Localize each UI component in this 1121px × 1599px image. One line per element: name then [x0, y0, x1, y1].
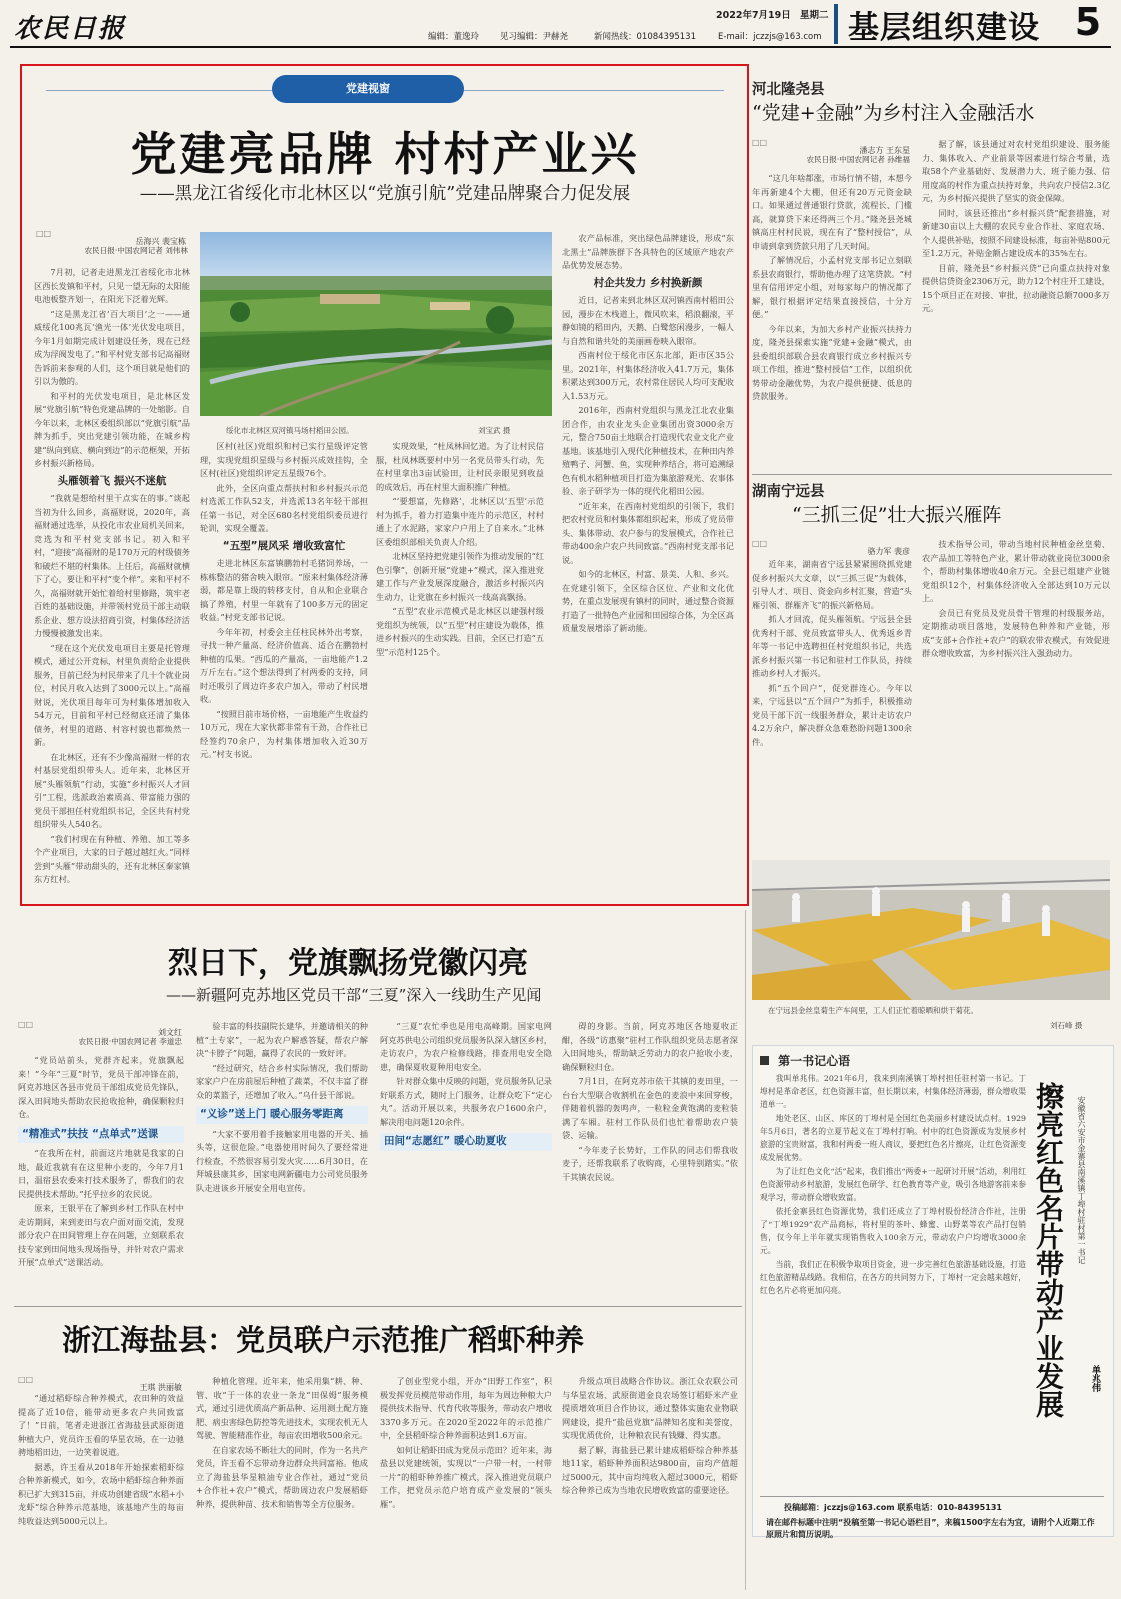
main-byline-a: □□ 岳海兴 裴宝栋 [36, 229, 186, 246]
section-title: 基层组织建设 [848, 10, 1040, 46]
square-icon [760, 1056, 769, 1065]
first-secretary-author: 单兆伟 [1090, 1365, 1100, 1392]
xinjiang-subheadline: ——新疆阿克苏地区党员干部“三夏”深入一线助生产见闻 [166, 986, 542, 1004]
first-secretary-author-line: 安徽省六安市金寨县南溪镇丁埠村驻村第一书记 [1077, 1096, 1086, 1264]
paragraph: 近日，记者来到北林区双河镇西南村稻田公园，漫步在木栈道上，微风吹来，稻浪翻滚，平静如镜的稻田内，天鹅、白鹭悠闲漫步，一幅人与自然和谐共处的美丽画卷映入眼帘。 [562, 295, 734, 346]
paragraph: 抓“五个回户”，促党群连心。今年以来，宁远县以“五个回户”为抓手，积极推动党员干部下沉一线服务群众，累计走访农户4.2万余户，解决群众急难愁盼问题1300余件。 [752, 682, 912, 747]
paragraph: “按照目前市场价格，一亩地能产生收益约10万元，现在大家伙都非常有干劲，合作社已经签约70余户，为村集体增加收入近30万元。”村支书说。 [200, 708, 368, 759]
paragraph: “‘要想富，先修路’，北林区以‘五型’示范村为抓手，着力打造集中连片的示范区，村村通上了水泥路，家家户户用上了自来水。”北林区委组织部相关负责人介绍。 [376, 496, 544, 547]
paragraph: 2016年，西南村党组织与黑龙江北农业集团合作，由农业龙头企业集团出资3000余万元，整合750亩土地联合打造现代农业文化产业基地。该基地引入现代化种植技术，在种田内养殖鸭子、河蟹、鱼，实现种养结合，将可追溯绿色有机水稻种植项目打造为集旅游观光、农事体验、亲子研学为一体的现代化稻田公园。 [562, 405, 734, 496]
factory-photo-caption: 在宁远县金丝皇菊生产车间里，工人们正忙着晾晒和烘干菊花。 [768, 1006, 978, 1015]
paragraph: 和平村的光伏发电项目，是北林区发展“党旗引航”特色党建品牌的一处缩影。自今年以来，北林区委组织部以“党旗引航”品牌为抓手，突出党建引领功能，在城乡构建“纵向到底、横向到边”的示范框架，开拓乡村振兴新格局。 [34, 390, 190, 468]
section-divider [834, 4, 838, 44]
paragraph: 走进北林区东富镇鹏勃村毛猪饲养场，一栋栋整洁的猪舍映入眼帘。“原来村集体经济薄弱，都是靠上级的转移支付，自从和企业联合搞了养殖，村里一年就有了100多万元的固定收益。”村党支部书记说。 [200, 558, 368, 622]
zhejiang-column-3 [380, 1375, 552, 1592]
contact-info: 投稿邮箱：jczzjs@163.com 联系电话：010-84395131 [784, 1503, 1002, 1512]
zhejiang-column-2 [196, 1375, 368, 1592]
paragraph: 了创业型党小组，开办“田野工作室”，积极发挥党员模范带动作用，每年为周边种粮大户提供技术指导、代育代收等服务，带动农户增收3370多万元。在2020至2022年的示范推广中，全县稻虾综合种养面积达到1.6万亩。 [380, 1376, 552, 1440]
main-subhead-3: “五型”展风采 增收致富忙 [222, 539, 346, 552]
masthead-intern-editor: 见习编辑：尹赫尧 [500, 32, 569, 42]
paragraph: “经过研究，结合乡村实际情况，我们帮助家家户户在房前屋后种植了蔬菜，不仅丰富了群众的菜篮子，还增加了收入。”乌什县干部说。 [196, 1062, 368, 1100]
masthead [0, 0, 1121, 52]
paragraph: “这几年啥都涨，市场行情不错，本想今年再新建4个大棚，但还有20万元资金缺口。如果通过普通银行贷款，流程长、门槛高，就算贷下来还得两三个月。”隆尧县尧城镇高庄村村民说，现在有了“整村授信”，从申请到拿到贷款只用了几天时间。 [752, 173, 912, 251]
paragraph: 农产品标准，突出绿色品牌建设，形成“东北黑土”品牌族群下各具特色的区域原产地农产品优势发展态势。 [562, 233, 734, 270]
xinjiang-column-1 [18, 1054, 184, 1300]
masthead-date: 2022年7月19日 [716, 10, 791, 21]
paragraph: “党员站前头，党群齐起来，党旗飘起来！”今年“三夏”时节，党员干部冲锋在前，阿克苏地区各县市党员干部组成党员先锋队，深入田间地头帮助农民抢收抢种，确保颗粒归仓。 [18, 1055, 184, 1119]
main-subhead-1: 头雁领着飞 振兴不迷航 [57, 474, 167, 487]
paragraph: “我就是想给村里干点实在的事。”谈起当初为什么回乡，高福财说，2020年，高福财通过选举，从投化市农业局机关回来，竞选为和平村党支部书记。初入和平村，“迎接”高福财的是170万元的村级债务和破烂不堪的村集体。上任后，高福财就横下了心，要让和平村“变个样”。来和平村不久，高福财就开始忙着给村里修路，筑牢老百姓的基础设施，并带领村党员干部主动联系企业、想方设法招商引资，村集体经济活力慢慢被激发出来。 [34, 493, 190, 638]
zhejiang-column-1 [18, 1392, 184, 1592]
paragraph: 此外，全区向重点帮扶村和乡村振兴示范村选派工作队52支，并选派13名年轻干部担任第一书记，对全区680名村党组织委员进行轮训，实现全覆盖。 [200, 482, 368, 533]
paragraph: “在我所在村，前面这片地就是我家的白地，最近我就有在这里种小麦的，今年7月1日，温宿县农委来打技术服务了，帮我们的农民提供技术帮助。”托乎拉乡的农民说。 [18, 1148, 184, 1199]
zhejiang-byline: □□ 王琪 洪丽敏 [18, 1375, 182, 1392]
paragraph: 技术指导公司，带动当地村民种植金丝皇菊、农产品加工等特色产业，累计带动就业岗位3000余个，帮助村集体增收40余万元。全县已组建产业链党组织12个，村集体经济收入全部达到10万元以上。 [922, 539, 1110, 603]
main-headline: 党建亮品牌 村村产业兴 [130, 127, 640, 181]
paragraph: 近年来，湖南省宁远县紧紧围绕抓党建促乡村振兴大文章，以“三抓三促”为载体，引导人才、项目、资金向乡村汇聚，营造“头雁引领、群雁齐飞”的振兴新格局。 [752, 559, 912, 610]
zhejiang-column-4 [562, 1375, 738, 1592]
first-secretary-text [760, 1072, 1026, 1482]
page-number: 5 [1074, 0, 1102, 44]
hebei-column-2 [922, 138, 1110, 470]
paragraph: 了解情况后，小孟村党支部书记立刻联系县农商银行，帮助他办理了这笔贷款。“村里有信用评定小组，对每家每户的情况都了解，银行根据评定结果直接授信，十分方便。” [752, 255, 912, 319]
right-column-divider [745, 910, 746, 1590]
paragraph: 地处老区、山区、库区的丁埠村是全国红色美丽乡村建设试点村。1929年5月6日，著名的立夏节起义在丁埠村打响。村中的红色资源成为发展乡村旅游的宝贵财富，我和村两委一班人商议，要把红色名片擦亮，让红色资源变成发展优势。 [760, 1114, 1026, 1162]
hunan-byline: □□ 骆力军 裴彦 [752, 539, 910, 556]
paragraph: 同时，该县还推出“乡村振兴贷”配套措施，对新建30亩以上大棚的农民专业合作社、家庭农场、个人提供补贴，按照不同建设标准，每亩补贴800元至1.2万元，补贴金额占建设成本的35%左右。 [922, 207, 1110, 258]
tag-rule-left [46, 90, 272, 91]
hebei-byline-b: 农民日报·中国农网记者 孙维福 [806, 155, 910, 164]
paragraph: “现在这个光伏发电项目主要是托管理模式，通过公开竞标，村里负责给企业提供服务，目前已经为村民带来了几十个就业岗位，村民月收入达到了3000元以上。”高福财说，光伏项目每年可为村集体增加收入54万元，目前和平村已经彻底还清了集体债务，村里的道路、村容村貌也都焕然一新。 [34, 642, 190, 747]
paragraph: 区村(社区)党组织和村已实行星级评定管理，实现党组织星级与乡村振兴成效挂钩，全区村(社区)党组织评定五星级76个。 [200, 441, 368, 478]
contact-note: 请在邮件标题中注明“投稿至第一书记心语栏目”，来稿1500字左右为宜，请附个人近期工作原照片和简历说明。 [766, 1518, 1095, 1539]
paragraph: 碍的身影。当前，阿克苏地区各地夏收正酣，各级“访惠聚”驻村工作队组织党员志愿者深入田间地头，帮助缺乏劳动力的农户抢收小麦，确保颗粒归仓。 [562, 1021, 738, 1072]
xinjiang-subhead-1: “精准式”扶技 “点单式”送课 [18, 1126, 184, 1144]
paragraph: 目前，隆尧县“乡村振兴贷”已向重点扶持对象提供信贷资金2306万元，助力12个村庄开工建设，15个项目正在对接、审批，拉动融资总额7000多万元。 [922, 262, 1110, 313]
xinjiang-column-4 [562, 1020, 738, 1300]
rice-field-image [200, 232, 552, 416]
paragraph: 西南村位于绥化市区东北部，距市区35公里。2021年，村集体经济收入41.7万元，集体积累达到300万元，农村常住居民人均可支配收入1.53万元。 [562, 350, 734, 401]
factory-image [752, 860, 1110, 1000]
paragraph: 在北林区，还有不少像高福财一样的农村基层党组织带头人。近年来，北林区开展“头雁领航”行动，实施“乡村振兴人才回引”工程，选派政治素质高、带富能力强的党员干部担任村党组织书记，全区共有村党组织带头人540名。 [34, 751, 190, 829]
paragraph: 抓人才回流，促头雁领航。宁远县全县优秀村干部、党员致富带头人、优秀返乡青年等一书记中选聘担任村党组织书记，共选派乡村振兴第一书记和驻村工作队员，持续推动乡村人才振兴。 [752, 614, 912, 678]
masthead-editor: 编辑：董逸玲 [428, 32, 480, 42]
paragraph: 会员已有党员及党员骨干管理的村级服务站，定期推动项目落地，发展特色种养和产业链，形成“支部+合作社+农户”的联农带农模式，有效促进群众增收致富，为乡村振兴注入强劲动力。 [922, 607, 1110, 658]
hebei-headline: “党建+金融”为乡村注入金融活水 [752, 102, 1035, 124]
paragraph: 实现效果，“杜凤林回忆道。为了让村民信服，杜凤林既要村中另一名党员带头行动，先在村里拿出3亩试验田，让村民亲眼见到收益的成效后，再在村里大面积推广种植。 [376, 441, 544, 492]
paragraph: 验丰富的科技副院长建华，并邀请相关的种植“土专家”，一起为农户解惑答疑，帮农户解决“卡脖子”问题，赢得了农民的一致好评。 [196, 1021, 368, 1058]
masthead-rule [10, 46, 1111, 48]
paragraph: 7月1日，在阿克苏市依干其镇的麦田里，一台台大型联合收割机在金色的麦浪中来回穿梭，伴随着机器的轰鸣声，一粒粒金黄饱满的麦粒装满了车厢。驻村工作队员们也忙着帮助农户装袋、运输。 [562, 1076, 738, 1140]
xinjiang-byline-a: □□ 刘文红 [18, 1020, 182, 1037]
masthead-hotline: 新闻热线：01084395131 [594, 32, 696, 42]
paragraph: “三夏”农忙季也是用电高峰期。国家电网阿克苏供电公司组织党员服务队深入辖区乡村，走访农户，为农户检修线路，排查用电安全隐患，确保夏收夏种用电安全。 [380, 1021, 552, 1072]
hunan-column-2 [922, 538, 1110, 854]
hunan-column-1 [752, 558, 912, 854]
first-secretary-headline: 擦亮红色名片带动产业发展 [1032, 1082, 1065, 1418]
main-column-2 [200, 440, 368, 898]
main-byline-b: 农民日报·中国农网记者 刘伟林 [84, 246, 188, 255]
article-tag: 党建视窗 [272, 75, 464, 103]
xinjiang-subhead-2: “义诊”送上门 暖心服务零距离 [196, 1106, 368, 1124]
main-subheadline: ——黑龙江省绥化市北林区以“党旗引航”党建品牌聚合力促发展 [139, 184, 631, 204]
main-photo-credit: 刘宝武 摄 [478, 426, 511, 435]
hebei-place: 河北隆尧县 [752, 82, 825, 98]
masthead-weekday: 星期二 [800, 10, 829, 21]
paragraph: 今年以来，为加大乡村产业振兴扶持力度，隆尧县探索实施“党建+金融”模式，由县委组织部联合县农商银行成立乡村振兴专项工作组，推进“整村授信”工作，以组织优势带动金融优势，为农户提供便捷、低息的贷款服务。 [752, 323, 912, 401]
main-photo-caption: 绥化市北林区双河镇马场村稻田公园。 [226, 426, 354, 435]
xinjiang-byline-b: 农民日报·中国农网记者 李道忠 [78, 1037, 182, 1046]
paragraph: “通过稻虾综合种养模式，农田种的效益提高了近10倍，能带动更多农户共同致富了！”日前，笔者走进浙江省海盐县武原街道种植大户，党员许玉看的华星农场，在一边驰骋地稻田边，一边笑着说道。 [18, 1393, 184, 1457]
paragraph: 升级点项目战略合作协议。浙江众农联公司与华星农场、武原街道金良农场签订稻虾米产业提质增效项目合作协议，通过整体实施农业物联网建设，提升“盐邑党旗”品牌知名度和美誉度，实现优质优价，让种粮农民有钱赚、得实惠。 [562, 1376, 738, 1440]
rice-field-photo [200, 232, 552, 416]
factory-photo [752, 860, 1110, 1000]
paragraph: “今年麦子长势好，工作队的同志们帮我收麦子，还帮我联系了收购商，心里特别踏实。”依干其镇农民说。 [562, 1144, 738, 1182]
paragraph: “大家不要用着手接触家用电器的开关、插头等，这很危险。”电器使用时间久了要经常进行检查，不然很容易引发火灾……6月30日，在拜城县康其乡，国家电网新疆电力公司党员服务队走进该乡开展安全用电宣传。 [196, 1128, 368, 1193]
paragraph: 我叫单兆伟。2021年6月，我来到南溪镇丁埠村担任驻村第一书记。丁埠村是革命老区，红色资源丰富，但长期以来，村集体经济薄弱，群众增收渠道单一。 [760, 1074, 1026, 1109]
paragraph: 如何让稻虾田成为党员示范田？近年来，海盐县以党建统领，实现以“一户带一村，一村带一片”的稻虾种养推广模式，深入推进党员联户工作，把党员示范户培育成产业发展的“领头雁”。 [380, 1444, 552, 1509]
xinjiang-column-3 [380, 1020, 552, 1300]
paragraph: 据了解，该县通过对农村党组织建设、服务能力、集体收入、产业前景等因素进行综合考量，选取58个产业基础好、发展潜力大、班子能力强、信用度高的村作为重点扶持对象，共向农户授信2.3亿元，为乡村振兴提供了坚实的资金保障。 [922, 139, 1110, 203]
paragraph: 种植化管理。近年来，他采用集“耕、种、管、收”于一体的农业一条龙“田保姆”服务模式，通过引进优质高产新品种、运用测土配方施肥、病虫害绿色防控等先进技术，实现农机无人驾驶、智能精准作业，每亩农田增收500余元。 [196, 1376, 368, 1440]
hebei-byline-a: □□ 潘志方 王东星 [752, 138, 910, 155]
paragraph: 如今的北林区，村富、景美、人和、乡兴。在党建引领下，全区综合区位、产业和文化优势，在重点发展现有镇村的同时，通过整合资源打造了一批特色产业园和田园综合体，为全区高质量发展增添了新动能。 [562, 569, 734, 633]
zhejiang-top-rule [14, 1306, 742, 1307]
paragraph: 当前，我们正在积极争取项目资金，进一步完善红色旅游基础设施，打造红色旅游精品线路。我相信，在各方的共同努力下，丁埠村一定会越来越好，红色名片必将更加闪亮。 [760, 1260, 1026, 1295]
paragraph: 为了让红色文化“活”起来，我们推出“两委+一起研讨开展”活动，利用红色资源带动乡村旅游，发展红色研学、红色教育等产业，吸引各地游客前来参观学习，带动群众增收致富。 [760, 1167, 1026, 1202]
xinjiang-column-2 [196, 1020, 368, 1300]
hunan-headline: “三抓三促”壮大振兴雁阵 [792, 504, 1002, 526]
hebei-divider [752, 474, 1112, 475]
paragraph: 在自家农场不断壮大的同时，作为一名共产党员，许玉看不忘带动身边群众共同富裕。他成立了海盐县华星粮油专业合作社，通过“党员+合作社+农户”模式，帮助周边农户发展稻虾种养，提供种苗、技术和销售等全方位服务。 [196, 1444, 368, 1509]
paragraph: 北林区坚持把党建引领作为推动发展的“红色引擎”，创新开展“党建+”模式，深入推进党建工作与产业发展深度融合，激活乡村振兴内生动力，让党旗在乡村振兴一线高高飘扬。 [376, 551, 544, 602]
first-secretary-title: 第一书记心语 [760, 1050, 850, 1069]
byline-marker: □□ [36, 229, 52, 238]
paragraph: 针对群众集中反映的问题，党员服务队记录好联系方式，随时上门服务，让群众吃下“定心丸”。活动开展以来，共服务农户1600余户，解决用电问题120余件。 [380, 1076, 552, 1127]
xinjiang-headline: 烈日下，党旗飘扬党徽闪亮 [168, 946, 528, 981]
main-column-4 [562, 232, 734, 898]
contact-rule [760, 1496, 1104, 1497]
masthead-email: E-mail：jczzjs@163.com [718, 32, 822, 42]
paragraph: “五型”农业示范模式是北林区以建强村级党组织为统领，以“五型”村庄建设为载体，推进乡村振兴的生动实践。目前，全区已打造“五型”示范村125个。 [376, 606, 544, 657]
paragraph: 今年年初，村委会主任柱民林外出考察，寻找一种产量高、经济价值高、适合在鹏勃村种植的瓜果。“西瓜的产量高，一亩地能产1.2万斤左右。”这个想法得到了村两委的支持，同时还吸引了周边许多农户加入，带动了村民增收。 [200, 626, 368, 704]
paragraph: 据了解，海盐县已累计建成稻虾综合种养基地11家，稻虾种养面积达9800亩，亩均产值超过5000元，其中亩均纯收入超过3000元，稻虾综合种养已成为当地农民增收致富的重要途径。 [562, 1444, 738, 1495]
main-subhead-2: 村企共发力 乡村换新颜 [593, 276, 703, 289]
paragraph: 原来，王银平在了解到乡村工作队在村中走访期间，来到麦田与农户面对面交流，发现部分农户在田间管理上存在问题，立刻联系农技专家到田间地头现场指导，并针对农户需求开展“点单式”送课活动。 [18, 1203, 184, 1267]
xinjiang-subhead-3: 田间“志愿红” 暖心助夏收 [380, 1133, 552, 1151]
paragraph: “我们村现在有种植、养殖、加工等多个产业项目，大家的日子越过越红火。”同样尝到“头雁”带动甜头的，还有北林区秦家镇东方红村。 [34, 833, 190, 884]
hebei-column-1 [752, 172, 912, 470]
main-column-3 [376, 440, 544, 898]
paragraph: 7月初，记者走进黑龙江省绥化市北林区西长发镇和平村，只见一望无际的太阳能电池板整齐划一，在阳光下泛着光辉。 [34, 267, 190, 304]
paragraph: 依托金寨县红色资源优势，我们还成立了丁埠村股份经济合作社，注册了“丁埠1929”农产品商标，将村里的茶叶、蜂蜜、山野菜等农产品打包销售，仅今年上半年就实现销售收入100余万元，带动农户户均增收3000余元。 [760, 1207, 1026, 1255]
hunan-place: 湖南宁远县 [752, 484, 825, 500]
tag-rule-right [464, 90, 724, 91]
main-column-1 [34, 266, 190, 898]
newspaper-logo: 农民日报 [14, 14, 127, 44]
paragraph: “这是黑龙江省‘百大项目’之一——通威绥化100兆瓦‘渔光一体’光伏发电项目，今年1月如期完成计划建设任务，现在已经成为浮阀发电了。”和平村党支部书记高福财告诉前来参观的人们，这个项目就是他们的引以为傲的。 [34, 308, 190, 386]
paragraph: “近年来，在西南村党组织的引领下，我们把农村党员和村集体都组织起来，形成了党员带头、集体带动、农户参与的发展模式，合作社已带动400余户农户共同致富。”西南村党支部书记说。 [562, 500, 734, 565]
zhejiang-headline: 浙江海盐县：党员联户示范推广稻虾种养 [62, 1323, 585, 1357]
factory-photo-credit: 刘石峰 摄 [1050, 1021, 1083, 1030]
paragraph: 据悉，许玉看从2018年开始探索稻虾综合种养新模式，如今，农场中稻虾综合种养面积已扩大到315亩，并成功创建省级“水稻+小龙虾”综合种养示范基地，该基地产生的每亩纯收益达到5000元以上。 [18, 1461, 184, 1526]
